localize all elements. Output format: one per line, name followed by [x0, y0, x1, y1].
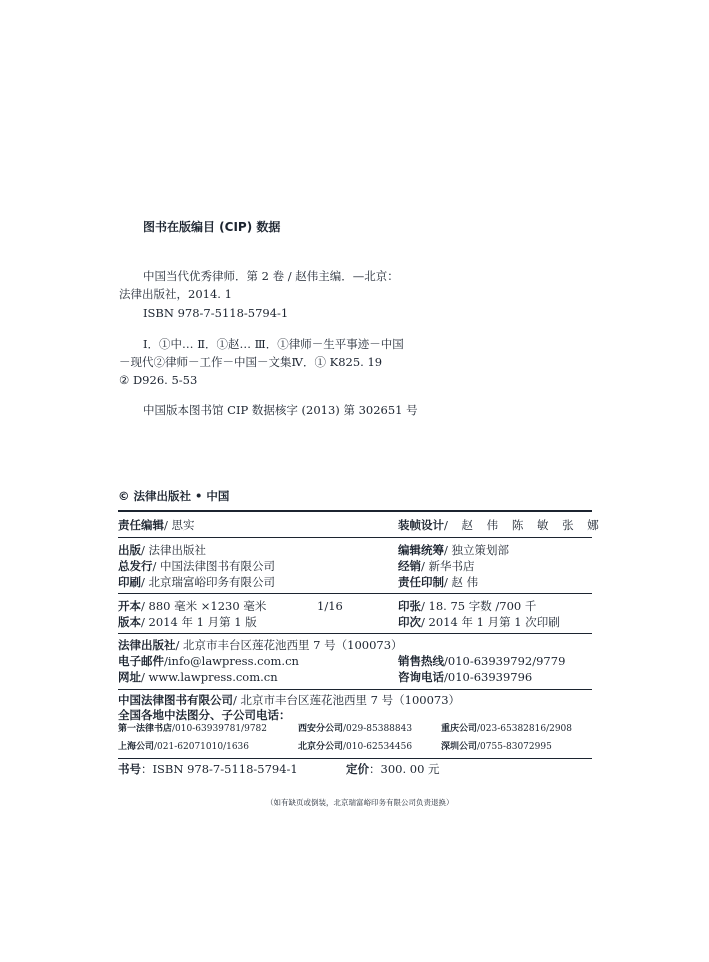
branch-1-phone: /010-63939781/9782	[172, 724, 268, 734]
seller-label: 经销	[398, 559, 421, 573]
branch-4	[118, 741, 249, 754]
edition-value: / 2014 年 1 月第 1 版	[141, 615, 257, 629]
cip-isbn: ISBN 978-7-5118-5794-1	[143, 306, 289, 320]
branch-6	[441, 741, 552, 754]
email-value[interactable]: /info@lawpress.com.cn	[164, 654, 299, 668]
editor-label: 责任编辑	[118, 518, 164, 532]
branch-3-phone: /023-65382816/2908	[477, 724, 573, 734]
publisher-value: / 法律出版社	[141, 543, 207, 557]
branch-4-phone: /021-62071010/1636	[154, 742, 250, 752]
consult-value: /010-63939796	[444, 670, 533, 684]
sheets-value: / 18. 75 字数 /700 千	[421, 599, 537, 613]
branch-5	[298, 741, 412, 754]
copyright-line: © 法律出版社 • 中国	[118, 489, 230, 503]
format-fraction: 1/16	[317, 599, 343, 613]
hotline-value: /010-63939792/9779	[444, 654, 566, 668]
company-label: 中国法律图书有限公司	[118, 693, 233, 707]
divider	[118, 689, 592, 690]
book-number-row	[118, 761, 298, 777]
printer-row	[118, 574, 275, 590]
consult-label: 咨询电话	[398, 670, 444, 684]
press-label: 法律出版社	[118, 638, 176, 652]
sheets-row	[398, 598, 536, 614]
branch-6-phone: /0755-83072995	[477, 742, 552, 752]
distributor-value: / 中国法律图书有限公司	[152, 559, 276, 573]
print-editor-value: / 赵 伟	[444, 575, 479, 589]
edition-row	[118, 614, 257, 630]
divider	[118, 593, 592, 594]
email-label: 电子邮件	[118, 654, 164, 668]
branch-heading: 全国各地中法图分、子公司电话：	[118, 708, 291, 722]
publisher-label: 出版	[118, 543, 141, 557]
seller-row	[398, 558, 475, 574]
format-row	[118, 598, 266, 614]
distributor-row	[118, 558, 275, 574]
branch-1-label: 第一法律书店	[118, 724, 173, 734]
branch-2	[298, 723, 412, 736]
format-label: 开本	[118, 599, 141, 613]
divider	[118, 537, 592, 538]
company-address-row	[118, 692, 460, 708]
isbn-value: ：ISBN 978-7-5118-5794-1	[141, 762, 298, 776]
web-row	[118, 669, 278, 685]
email-row	[118, 653, 299, 669]
consult-row	[398, 669, 532, 685]
divider	[118, 758, 592, 759]
press-value: / 北京市丰台区莲花池西里 7 号（100073）	[175, 638, 403, 652]
cip-verification: 中国版本图书馆 CIP 数据核字 (2013) 第 302651 号	[143, 403, 418, 417]
price-value: ：300. 00 元	[369, 762, 440, 776]
hotline-label: 销售热线	[398, 654, 444, 668]
branch-1	[118, 723, 267, 736]
seller-value: / 新华书店	[421, 559, 475, 573]
web-value[interactable]: / www.lawpress.com.cn	[141, 670, 278, 684]
sheets-label: 印张	[398, 599, 421, 613]
coordinator-row	[398, 542, 509, 558]
cip-heading: 图书在版编目 (CIP) 数据	[143, 220, 281, 234]
branch-6-label: 深圳公司	[441, 742, 478, 752]
divider	[118, 633, 592, 634]
format-value: / 880 毫米 ×1230 毫米	[141, 599, 267, 613]
divider	[118, 510, 592, 512]
coordinator-value: / 独立策划部	[444, 543, 510, 557]
impression-value: / 2014 年 1 月第 1 次印刷	[421, 615, 560, 629]
impression-row	[398, 614, 560, 630]
coordinator-label: 编辑统筹	[398, 543, 444, 557]
designer-label: 装帧设计	[398, 518, 444, 532]
return-policy-note: （如有缺页或倒装，北京瑞富峪印务有限公司负责退换）	[266, 798, 454, 807]
editor-row	[118, 517, 195, 533]
edition-label: 版本	[118, 615, 141, 629]
branch-5-phone: /010-62534456	[343, 742, 413, 752]
designer-value: / 赵 伟 陈 敏 张 娜	[444, 518, 604, 532]
publisher-row	[118, 542, 206, 558]
printer-label: 印刷	[118, 575, 141, 589]
designer-row	[398, 517, 604, 533]
hotline-row	[398, 653, 565, 669]
cip-subject-line-1: Ⅰ．①中… Ⅱ．①赵… Ⅲ．①律师－生平事迹－中国	[143, 337, 404, 351]
cip-subject-line-2: －现代②律师－工作－中国－文集Ⅳ．① K825. 19	[119, 355, 383, 369]
company-value: / 北京市丰台区莲花池西里 7 号（100073）	[233, 693, 461, 707]
branch-5-label: 北京分公司	[298, 742, 344, 752]
branch-2-phone: /029-85388843	[343, 724, 413, 734]
distributor-label: 总发行	[118, 559, 153, 573]
impression-label: 印次	[398, 615, 421, 629]
branch-2-label: 西安分公司	[298, 724, 344, 734]
print-editor-row	[398, 574, 478, 590]
branch-3	[441, 723, 572, 736]
branch-3-label: 重庆公司	[441, 724, 478, 734]
cip-publisher-line: 法律出版社，2014. 1	[119, 287, 232, 301]
press-address-row	[118, 637, 403, 653]
isbn-label: 书号	[118, 762, 141, 776]
cip-title-line: 中国当代优秀律师．第 2 卷 / 赵伟主编．—北京：	[143, 269, 399, 283]
editor-value: / 思实	[164, 518, 195, 532]
price-label: 定价	[346, 762, 369, 776]
cip-subject-line-3: ② D926. 5-53	[119, 373, 198, 387]
branch-4-label: 上海公司	[118, 742, 155, 752]
web-label: 网址	[118, 670, 141, 684]
price-row	[346, 761, 440, 777]
printer-value: / 北京瑞富峪印务有限公司	[141, 575, 276, 589]
print-editor-label: 责任印制	[398, 575, 444, 589]
